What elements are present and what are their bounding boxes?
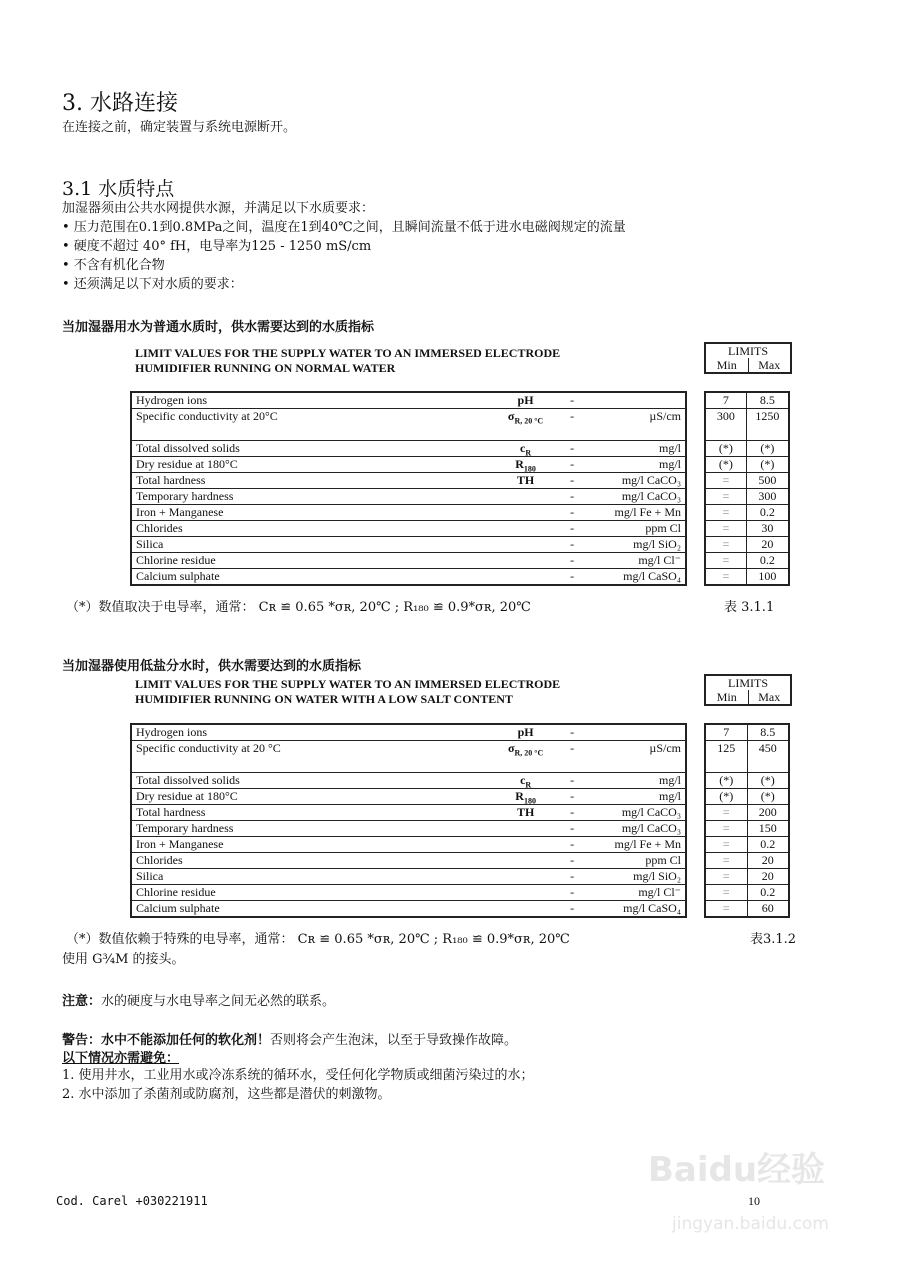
table-title-line: HUMIDIFIER RUNNING ON WATER WITH A LOW SALT CONTENT (135, 692, 513, 706)
parameter-label: Total hardness (131, 473, 492, 489)
min-value: 125 (705, 741, 747, 773)
symbol-main: R (515, 789, 524, 803)
unit-cell: µS/cm (585, 409, 686, 441)
limits-row (705, 409, 789, 441)
max-value: 100 (746, 569, 789, 586)
unit-cell: ppm Cl (585, 853, 686, 869)
min-value: 300 (705, 409, 746, 441)
parameter-symbol (492, 569, 559, 586)
symbol-main: pH (517, 393, 534, 407)
limits-row (705, 821, 789, 837)
table-row (131, 741, 686, 773)
subsection-intro: 加湿器须由公共水网提供水源，并满足以下水质要求： (62, 201, 375, 216)
table-row (131, 853, 686, 869)
avoid-item: 2. 水中添加了杀菌剂或防腐剂，这些都是潜伏的刺激物。 (62, 1087, 391, 1102)
unit-cell: mg/l SiO₂ (585, 537, 686, 553)
bullet-item: • 还须满足以下对水质的要求： (62, 277, 243, 292)
symbol-subscript: R, 20 °C (514, 416, 544, 426)
unit-cell: mg/l Cl⁻ (585, 885, 686, 901)
unit-cell: mg/l Cl⁻ (585, 553, 686, 569)
avoid-item: 1. 使用井水，工业用水或冷冻系统的循环水，受任何化学物质或细菌污染过的水； (62, 1068, 534, 1083)
avoid-title (62, 1047, 179, 1066)
table-row (131, 885, 686, 901)
min-value: = (705, 569, 746, 586)
dash-cell: - (559, 741, 585, 773)
parameter-symbol (492, 885, 559, 901)
max-label: Max (758, 690, 781, 704)
parameter-symbol (492, 553, 559, 569)
warning-text: 否则将会产生泡沫，以至于导致操作故障。 (270, 1033, 518, 1048)
limits-label: LIMITS (728, 676, 768, 690)
table-row (131, 789, 686, 805)
max-value: 500 (746, 473, 789, 489)
min-value: = (705, 837, 747, 853)
max-value: 0.2 (746, 505, 789, 521)
symbol-main: R (515, 457, 524, 471)
unit-cell: mg/l (585, 773, 686, 789)
limits-row (705, 773, 789, 789)
dash-cell: - (559, 553, 585, 569)
parameter-label: Silica (131, 537, 492, 553)
limits-values-table (704, 391, 790, 586)
min-label: Min (706, 690, 749, 704)
limits-row (705, 901, 789, 918)
table-number: 表 3.1.1 (724, 600, 775, 615)
limits-row (705, 837, 789, 853)
note-line (62, 990, 335, 1009)
symbol-main: TH (516, 805, 535, 819)
max-value: 8.5 (747, 724, 789, 741)
table-row (131, 569, 686, 586)
section-title: 3. 水路连接 (62, 91, 178, 116)
dash-cell: - (559, 569, 585, 586)
min-value: = (705, 853, 747, 869)
unit-cell: mg/l Fe + Mn (585, 505, 686, 521)
min-value: = (705, 885, 747, 901)
unit-cell: mg/l CaSO₄ (585, 569, 686, 586)
limits-row (705, 869, 789, 885)
max-value: 0.2 (747, 885, 789, 901)
max-value: 8.5 (746, 392, 789, 409)
min-value: = (705, 505, 746, 521)
limits-row (705, 521, 789, 537)
min-value: = (705, 805, 747, 821)
table-row (131, 505, 686, 521)
table-caption: 当加湿器使用低盐分水时，供水需要达到的水质指标 (62, 659, 362, 674)
max-value: 30 (746, 521, 789, 537)
dash-cell: - (559, 773, 585, 789)
parameter-label: Hydrogen ions (131, 392, 492, 409)
page-number: 10 (748, 1194, 760, 1208)
parameter-label: Silica (131, 869, 492, 885)
parameter-symbol (492, 853, 559, 869)
unit-cell: mg/l (585, 789, 686, 805)
min-value: = (705, 869, 747, 885)
parameter-symbol (492, 724, 559, 741)
table-row (131, 537, 686, 553)
parameter-symbol (492, 805, 559, 821)
table-row (131, 805, 686, 821)
max-value: 20 (747, 869, 789, 885)
unit-cell: mg/l CaCO₃ (585, 473, 686, 489)
dash-cell: - (559, 473, 585, 489)
table-row (131, 553, 686, 569)
table-row (131, 392, 686, 409)
table-row (131, 773, 686, 789)
parameter-symbol (492, 773, 559, 789)
table-row (131, 869, 686, 885)
note-label: 注意： (62, 994, 102, 1009)
parameter-label: Total dissolved solids (131, 773, 492, 789)
min-value: 7 (705, 392, 746, 409)
dash-cell: - (559, 724, 585, 741)
dash-cell: - (559, 457, 585, 473)
min-value: = (705, 473, 746, 489)
min-value: (*) (705, 441, 746, 457)
max-value: 60 (747, 901, 789, 918)
limits-row (705, 537, 789, 553)
baidu-watermark-url: jingyan.baidu.com (672, 1214, 829, 1234)
table-title-line: HUMIDIFIER RUNNING ON NORMAL WATER (135, 361, 396, 375)
parameter-label: Iron + Manganese (131, 505, 492, 521)
parameter-label: Calcium sulphate (131, 569, 492, 586)
symbol-main: c (520, 773, 526, 787)
table-row (131, 409, 686, 441)
limits-row (705, 553, 789, 569)
dash-cell: - (559, 441, 585, 457)
limits-row (705, 805, 789, 821)
parameter-label: Chlorine residue (131, 885, 492, 901)
parameter-label: Iron + Manganese (131, 837, 492, 853)
max-value: 200 (747, 805, 789, 821)
max-value: (*) (747, 773, 789, 789)
section-intro: 在连接之前，确定装置与系统电源断开。 (62, 120, 297, 135)
table-note: （*）数值取决于电导率，通常： Cʀ ≌ 0.65 *σʀ, 20℃ ; R₁₈₀ ≌ 0.9*σʀ, 20℃ (66, 600, 531, 615)
table-row (131, 489, 686, 505)
parameter-symbol (492, 441, 559, 457)
limits-header (704, 342, 792, 374)
dash-cell: - (559, 837, 585, 853)
limits-row (705, 569, 789, 586)
table-note: （*）数值依赖于特殊的电导率，通常： Cʀ ≌ 0.65 *σʀ, 20℃ ; R₁₈₀ ≌ 0.9*σʀ, 20℃ (66, 932, 570, 947)
max-value: 300 (746, 489, 789, 505)
table-caption: 当加湿器用水为普通水质时，供水需要达到的水质指标 (62, 320, 375, 335)
bullet-item: • 硬度不超过 40° fH，电导率为125 - 1250 mS/cm (62, 239, 372, 254)
unit-cell: mg/l CaSO₄ (585, 901, 686, 918)
dash-cell: - (559, 409, 585, 441)
table-row (131, 441, 686, 457)
parameter-label: Total dissolved solids (131, 441, 492, 457)
parameter-symbol (492, 741, 559, 773)
limits-header (704, 674, 792, 706)
limits-row (705, 505, 789, 521)
avoid-title-text: 以下情况亦需避免： (62, 1051, 180, 1066)
limits-row (705, 392, 789, 409)
dash-cell: - (559, 853, 585, 869)
parameter-label: Total hardness (131, 805, 492, 821)
unit-cell: mg/l CaCO₃ (585, 489, 686, 505)
symbol-subscript: R (525, 780, 532, 790)
parameter-symbol (492, 821, 559, 837)
dash-cell: - (559, 869, 585, 885)
parameter-label: Chlorides (131, 521, 492, 537)
dash-cell: - (559, 789, 585, 805)
symbol-main: σ (507, 741, 515, 755)
limits-row (705, 853, 789, 869)
unit-cell (585, 724, 686, 741)
table-row (131, 821, 686, 837)
parameter-label: Dry residue at 180°C (131, 457, 492, 473)
table-title-line: LIMIT VALUES FOR THE SUPPLY WATER TO AN IMMERSED ELECTRODE (135, 346, 561, 360)
table-number: 表3.1.2 (750, 932, 797, 947)
parameter-label: Hydrogen ions (131, 724, 492, 741)
unit-cell: mg/l SiO₂ (585, 869, 686, 885)
warning-line (62, 1029, 517, 1048)
warning-label: 警告：水中不能添加任何的软化剂！ (62, 1033, 271, 1048)
symbol-subscript: 180 (523, 464, 536, 474)
water-limits-table (130, 723, 687, 918)
symbol-main: σ (507, 409, 515, 423)
avoid-list (62, 1066, 534, 1104)
limits-row (705, 457, 789, 473)
dash-cell: - (559, 537, 585, 553)
bullet-item: • 不含有机化合物 (62, 258, 165, 273)
unit-cell: mg/l (585, 441, 686, 457)
unit-cell: ppm Cl (585, 521, 686, 537)
unit-cell: µS/cm (585, 741, 686, 773)
table-row (131, 521, 686, 537)
max-value: (*) (747, 789, 789, 805)
parameter-symbol (492, 392, 559, 409)
dash-cell: - (559, 901, 585, 918)
subsection-body (62, 199, 626, 294)
table-title (135, 346, 560, 376)
dash-cell: - (559, 392, 585, 409)
parameter-symbol (492, 837, 559, 853)
table-row (131, 901, 686, 918)
footer-code: Cod. Carel +030221911 (56, 1194, 208, 1208)
min-value: (*) (705, 773, 747, 789)
table-row (131, 837, 686, 853)
dash-cell: - (559, 505, 585, 521)
limits-row (705, 789, 789, 805)
min-value: 7 (705, 724, 747, 741)
symbol-subscript: 180 (523, 796, 536, 806)
limits-row (705, 473, 789, 489)
limits-values-table (704, 723, 790, 918)
parameter-symbol (492, 537, 559, 553)
symbol-main: pH (517, 725, 534, 739)
symbol-main: c (520, 441, 526, 455)
min-value: (*) (705, 789, 747, 805)
parameter-label: Chlorides (131, 853, 492, 869)
baidu-watermark-logo: Baidu经验 (648, 1150, 826, 1190)
parameter-label: Specific conductivity at 20 °C (131, 741, 492, 773)
max-value: 0.2 (746, 553, 789, 569)
table-title (135, 677, 560, 707)
parameter-label: Calcium sulphate (131, 901, 492, 918)
unit-cell: mg/l CaCO₃ (585, 805, 686, 821)
dash-cell: - (559, 489, 585, 505)
limits-row (705, 724, 789, 741)
unit-cell: mg/l CaCO₃ (585, 821, 686, 837)
parameter-symbol (492, 521, 559, 537)
parameter-symbol (492, 457, 559, 473)
min-value: (*) (705, 457, 746, 473)
parameter-label: Chlorine residue (131, 553, 492, 569)
unit-cell: mg/l Fe + Mn (585, 837, 686, 853)
limits-row (705, 489, 789, 505)
parameter-label: Temporary hardness (131, 821, 492, 837)
min-value: = (705, 537, 746, 553)
parameter-symbol (492, 505, 559, 521)
dash-cell: - (559, 821, 585, 837)
limits-row (705, 885, 789, 901)
parameter-symbol (492, 489, 559, 505)
max-value: 150 (747, 821, 789, 837)
symbol-subscript: R (525, 448, 532, 458)
symbol-subscript: R, 20 °C (514, 748, 544, 758)
note-text: 水的硬度与水电导率之间无必然的联系。 (101, 994, 336, 1009)
parameter-symbol (492, 901, 559, 918)
dash-cell: - (559, 885, 585, 901)
table-row (131, 473, 686, 489)
limits-label: LIMITS (728, 344, 768, 358)
unit-cell (585, 392, 686, 409)
min-value: = (705, 821, 747, 837)
max-label: Max (758, 358, 781, 372)
max-value: 1250 (746, 409, 789, 441)
fitting-text: 使用 G¾M 的接头。 (62, 952, 185, 967)
min-value: = (705, 901, 747, 918)
bullet-item: • 压力范围在0.1到0.8MPa之间，温度在1到40℃之间，且瞬间流量不低于进水电磁阀规定的流量 (62, 220, 626, 235)
parameter-label: Temporary hardness (131, 489, 492, 505)
min-value: = (705, 521, 746, 537)
parameter-symbol (492, 473, 559, 489)
unit-cell: mg/l (585, 457, 686, 473)
subsection-title: 3.1 水质特点 (62, 178, 175, 200)
parameter-symbol (492, 869, 559, 885)
parameter-symbol (492, 789, 559, 805)
dash-cell: - (559, 521, 585, 537)
parameter-label: Specific conductivity at 20°C (131, 409, 492, 441)
parameter-label: Dry residue at 180°C (131, 789, 492, 805)
symbol-main: TH (516, 473, 535, 487)
max-value: 0.2 (747, 837, 789, 853)
limits-row (705, 441, 789, 457)
max-value: 20 (747, 853, 789, 869)
max-value: 20 (746, 537, 789, 553)
min-value: = (705, 553, 746, 569)
table-title-line: LIMIT VALUES FOR THE SUPPLY WATER TO AN IMMERSED ELECTRODE (135, 677, 561, 691)
min-value: = (705, 489, 746, 505)
max-value: 450 (747, 741, 789, 773)
table-row (131, 724, 686, 741)
dash-cell: - (559, 805, 585, 821)
table-row (131, 457, 686, 473)
min-label: Min (706, 358, 749, 372)
parameter-symbol (492, 409, 559, 441)
max-value: (*) (746, 441, 789, 457)
max-value: (*) (746, 457, 789, 473)
water-limits-table (130, 391, 687, 586)
limits-row (705, 741, 789, 773)
